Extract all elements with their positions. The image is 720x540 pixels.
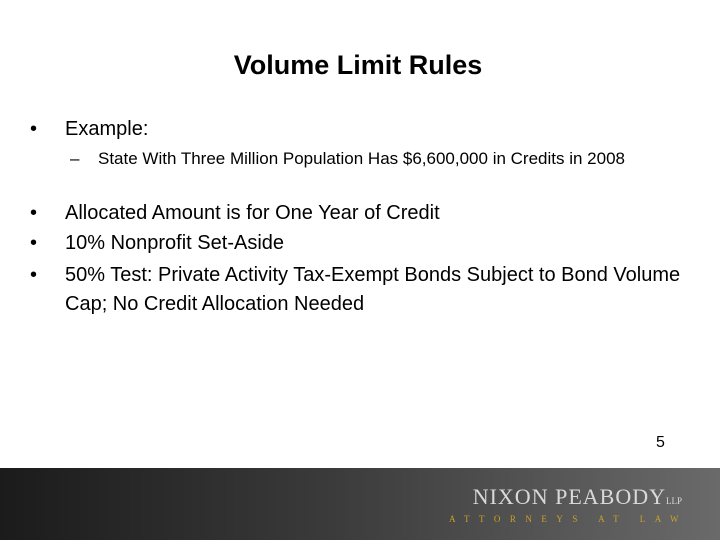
bullet-marker: • (30, 202, 38, 224)
bullet-marker: • (30, 118, 38, 140)
bullet-marker: • (30, 264, 38, 286)
firm-logo (473, 484, 682, 510)
bullet-text: 10% Nonprofit Set-Aside (65, 232, 285, 254)
sub-bullet-marker: – (70, 149, 80, 168)
footer-bar (0, 468, 720, 540)
bullet-marker: • (30, 232, 38, 254)
sub-bullet-text: State With Three Million Population Has $6,600,000 in Credits in 2008 (98, 149, 625, 168)
slide-title: Volume Limit Rules (233, 50, 483, 80)
page-number: 5 (656, 434, 665, 451)
bullet-text: Example: (65, 118, 149, 140)
firm-tagline: ATTORNEYS AT LAW (449, 514, 688, 524)
firm-name: NIXON PEABODY (472, 484, 666, 509)
firm-suffix: LLP (665, 496, 682, 506)
bullet-text: Allocated Amount is for One Year of Credit (65, 202, 440, 224)
bullet-text: 50% Test: Private Activity Tax-Exempt Bonds Subject to Bond Volume Cap; No Credit Allocation Needed (65, 264, 681, 315)
